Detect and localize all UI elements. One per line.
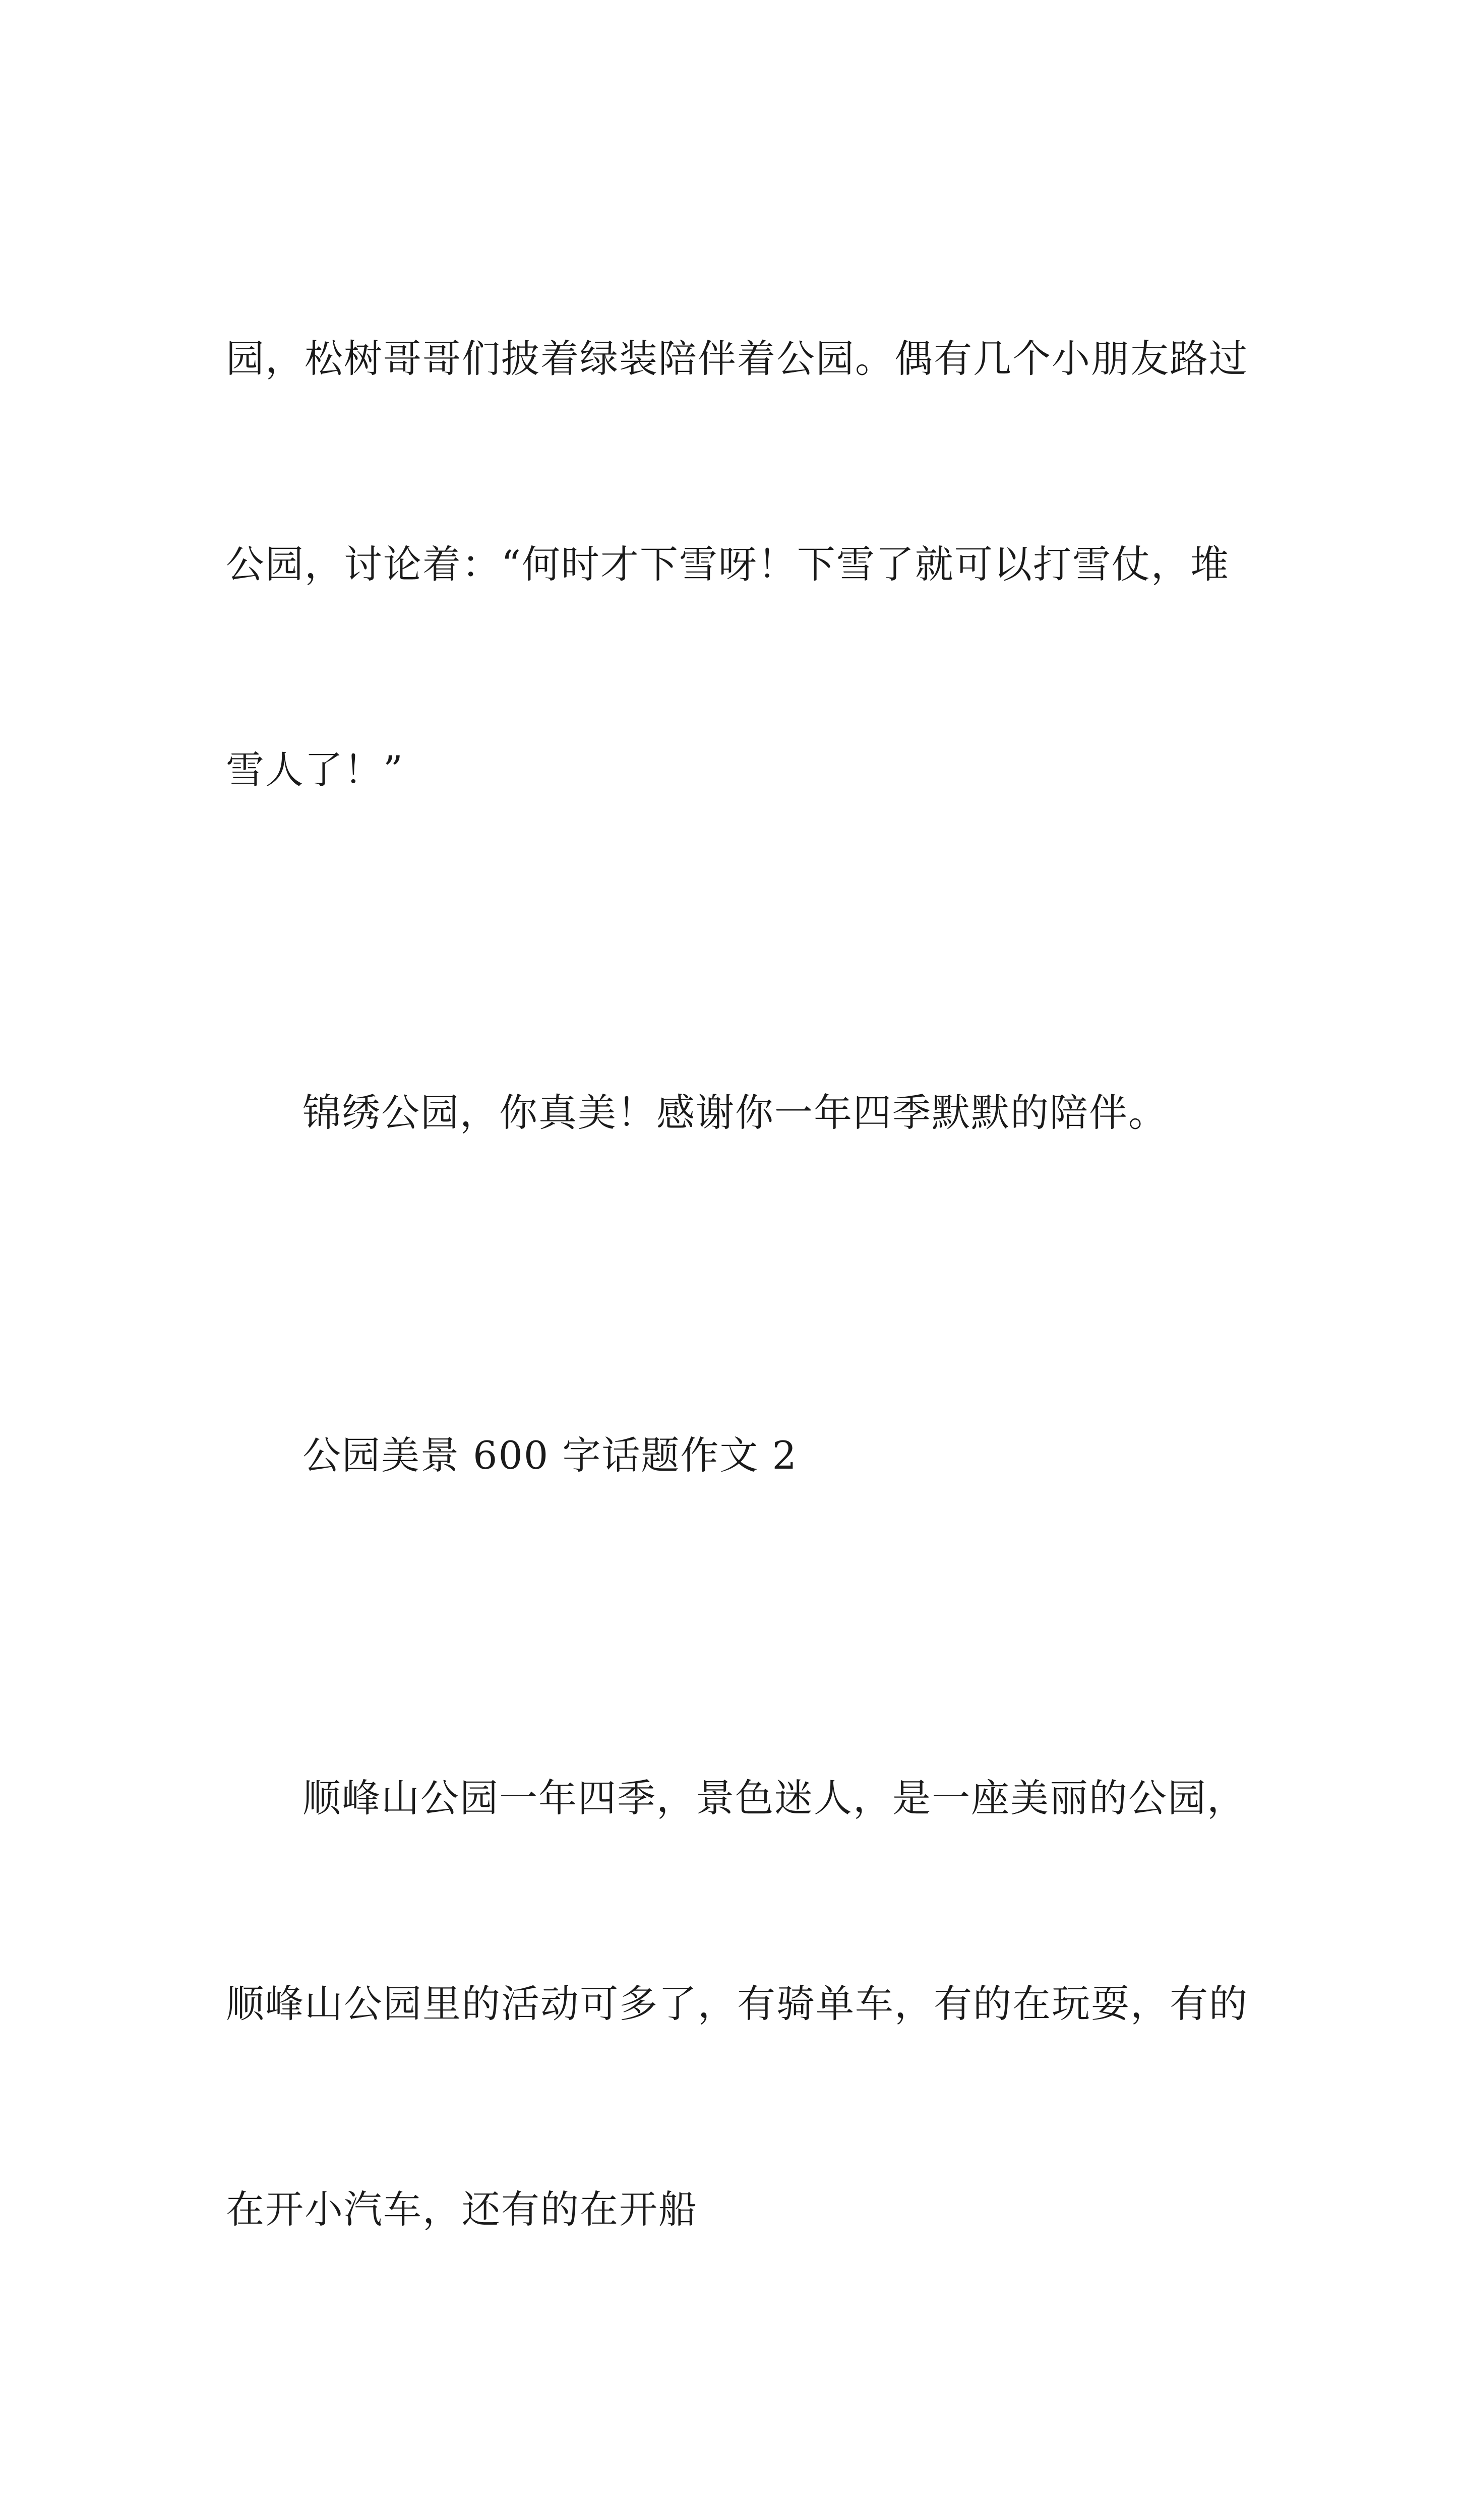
text-line: 顺峰山公园一年四季，景色迷人，是一座美丽的公园， <box>302 1776 1246 1820</box>
text-line: 公园，讨论着：“何时才下雪呀！下雪了就可以打雪仗，堆 <box>226 542 1230 587</box>
text-line: 在开小汽车，还有的在开船 <box>226 2187 698 2232</box>
text-line: 顺峰山公园里的活动可多了，有骑单车，有的在玩耍，有的 <box>226 1981 1248 2026</box>
document-body <box>226 187 1248 2520</box>
section-heading <box>226 1284 1244 1627</box>
paragraph-1 <box>226 187 1248 941</box>
heading-line: 公园美景 600 字话题作文 2 <box>302 1433 798 1478</box>
paragraph-5 <box>226 2381 1244 2520</box>
text-line: 雪人了！” <box>226 747 404 792</box>
text-line: 锦绣公园，你真美！感谢你一年四季默默的陪伴。 <box>302 1090 1168 1135</box>
text-line <box>226 2518 1244 2520</box>
paragraph-4 <box>226 1627 1248 2381</box>
paragraph-2 <box>226 941 1244 1284</box>
text-line: 园，松树哥哥们披着绿装陪伴着公园。偶有几个小朋友路过 <box>226 336 1248 381</box>
